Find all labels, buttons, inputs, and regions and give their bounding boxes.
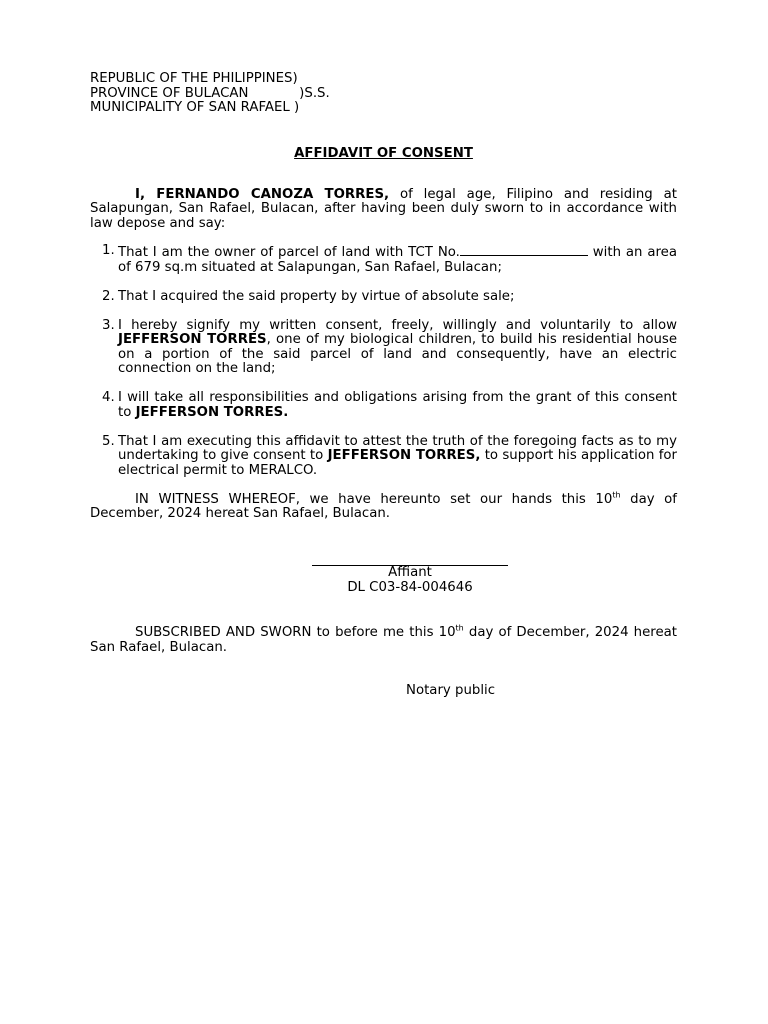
affiant-label: Affiant xyxy=(388,565,432,581)
notary-label: Notary public xyxy=(406,683,496,699)
witness-paragraph xyxy=(90,490,677,522)
caption-province: PROVINCE OF BULACAN )S.S. xyxy=(90,85,330,101)
ordinal-suffix: th xyxy=(612,490,621,500)
intro-paragraph xyxy=(90,188,677,232)
signature-block xyxy=(310,552,510,595)
item-text: That I acquired the said property by virtue of absolute sale; xyxy=(118,288,515,304)
affidavit-document xyxy=(90,72,677,698)
item-number: 1. xyxy=(102,243,115,259)
consentee-name: JEFFERSON TORRES, xyxy=(327,448,481,464)
consentee-name: JEFFERSON TORRES xyxy=(118,332,267,348)
venue-caption xyxy=(90,72,677,116)
intro-text: of legal age, Filipino and residing at Salapungan, San Rafael, Bulacan, after having been duly sworn to in accordance with law depose and say: xyxy=(90,186,677,231)
jurat-text: day of December, 2024 hereat San Rafael, Bulacan. xyxy=(90,625,677,655)
ordinal-suffix: th xyxy=(455,623,464,633)
affiant-id: DL C03-84-004646 xyxy=(347,579,473,595)
caption-municipality: MUNICIPALITY OF SAN RAFAEL ) xyxy=(90,100,300,115)
item-number: 2. xyxy=(102,288,115,304)
list-item xyxy=(90,435,677,479)
list-item xyxy=(90,244,677,275)
item-number: 3. xyxy=(102,317,115,333)
tct-number-blank xyxy=(460,244,588,256)
document-title: AFFIDAVIT OF CONSENT xyxy=(294,145,473,161)
item-text: I hereby signify my written consent, freely, willingly and voluntarily to allow xyxy=(118,317,677,333)
jurat-paragraph xyxy=(90,623,677,655)
item-number: 5. xyxy=(102,433,115,449)
item-text: with an area of 679 sq.m situated at Salapungan, San Rafael, Bulacan; xyxy=(118,245,677,275)
list-item xyxy=(90,391,677,420)
signature-line xyxy=(312,552,508,566)
witness-text: day of December, 2024 hereat San Rafael, Bulacan. xyxy=(90,491,677,522)
witness-text: IN WITNESS WHEREOF, we have hereunto set our hands this 10 xyxy=(135,491,613,507)
item-text: to support his application for electrical permit to MERALCO. xyxy=(118,448,677,478)
item-text: , one of my biological children, to build his residential house on a portion of the said parcel of land and consequently, have an electric connection on the land; xyxy=(118,332,677,377)
list-item xyxy=(90,319,677,377)
intro-pronoun: I xyxy=(135,186,140,202)
list-item xyxy=(90,290,677,305)
affiant-name: , FERNANDO CANOZA TORRES, xyxy=(139,186,390,202)
item-text: That I am the owner of parcel of land with TCT No. xyxy=(118,245,460,261)
caption-republic: REPUBLIC OF THE PHILIPPINES) xyxy=(90,71,298,86)
jurat-text: SUBSCRIBED AND SWORN to before me this 10 xyxy=(135,625,456,641)
statement-list xyxy=(90,244,677,478)
item-text: I will take all responsibilities and obligations arising from the grant of this consent to xyxy=(118,390,677,420)
item-text: That I am executing this affidavit to attest the truth of the foregoing facts as to my undertaking to give consent to xyxy=(118,433,677,464)
consentee-name: JEFFERSON TORRES. xyxy=(135,404,289,420)
item-number: 4. xyxy=(102,390,115,406)
